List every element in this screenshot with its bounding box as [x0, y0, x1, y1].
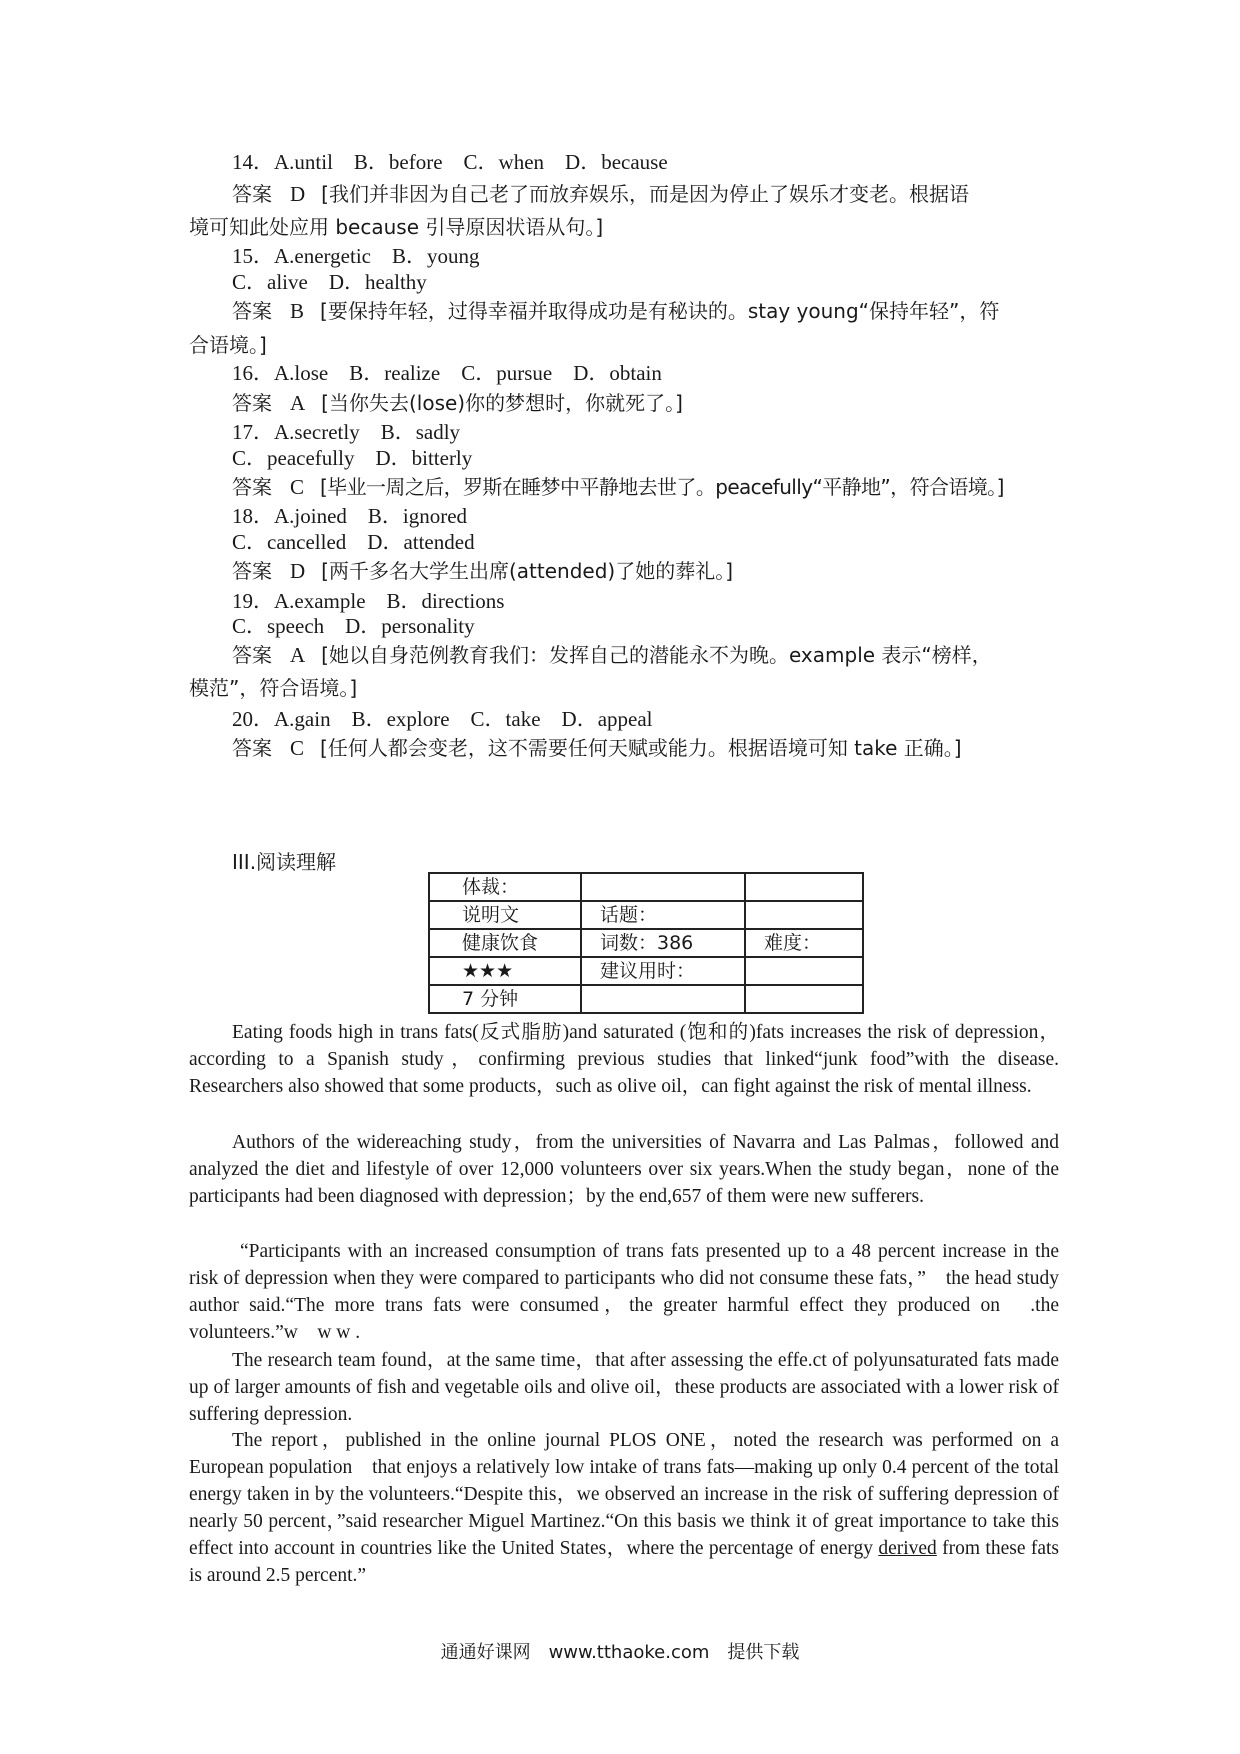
question-17: 17．A.secretly B．sadly — [232, 420, 461, 444]
table-cell: 说明文 — [429, 901, 581, 929]
answer-letter: D — [290, 559, 306, 583]
answer-19-line-1 — [232, 641, 992, 669]
question-15-options-2: C．alive D．healthy — [232, 270, 427, 294]
passage-paragraph-5 — [189, 1427, 1059, 1589]
answer-label: 答案 — [232, 299, 272, 323]
question-18: 18．A.joined B．ignored — [232, 504, 468, 528]
answer-20 — [232, 734, 962, 762]
table-cell: 难度： — [745, 929, 863, 957]
question-18-options-2: C．cancelled D．attended — [232, 530, 475, 554]
answer-label: 答案 — [232, 475, 272, 499]
table-row — [429, 873, 863, 901]
answer-label: 答案 — [232, 182, 272, 206]
table-cell: 话题： — [581, 901, 745, 929]
answer-letter: C — [290, 475, 305, 499]
table-cell: 健康饮食 — [429, 929, 581, 957]
answer-18 — [232, 557, 733, 585]
answer-14-line-1 — [232, 180, 969, 208]
answer-17 — [232, 473, 1004, 501]
table-cell — [745, 985, 863, 1013]
answer-19-line-2: 模范”，符合语境。] — [189, 676, 358, 700]
question-16: 16．A.lose B．realize C．pursue D．obtain — [232, 361, 662, 385]
answer-text: [任何人都会变老，这不需要任何天赋或能力。根据语境可知 take 正确。] — [320, 736, 962, 760]
paragraph-text: Authors of the widereaching study，from the universities of Navarra and Las Palmas，followed and analyzed the diet and lifestyle of over 12,000 volunteers over six years.When the study began，none of the participants had been diagnosed with depression；by the end,657 of them were new sufferers. — [189, 1132, 1059, 1207]
answer-15-line-1 — [232, 297, 999, 325]
table-cell — [745, 957, 863, 985]
answer-label: 答案 — [232, 736, 272, 760]
passage-paragraph-4 — [189, 1347, 1059, 1428]
passage-paragraph-1 — [189, 1019, 1079, 1100]
section-title: III.阅读理解 — [232, 850, 337, 874]
answer-text: [毕业一周之后，罗斯在睡梦中平静地去世了。peacefully“平静地”，符合语境。] — [320, 475, 1004, 499]
answer-16 — [232, 389, 683, 417]
answer-15-line-2: 合语境。] — [189, 333, 267, 357]
table-cell: 建议用时： — [581, 957, 745, 985]
table-cell — [581, 873, 745, 901]
table-row — [429, 985, 863, 1013]
table-cell: 体裁： — [429, 873, 581, 901]
answer-letter: D — [290, 182, 306, 206]
answer-letter: B — [290, 299, 305, 323]
paragraph-text: Eating foods high in trans fats(反式脂肪)and saturated (饱和的)fats increases the risk of depression，according to a Spanish study，confirming previous studies that linked“junk food”with the disease. Researchers also showed that some products，such as olive oil，can fight against the risk of mental illness. — [189, 1022, 1079, 1097]
table-cell: ★★★ — [429, 957, 581, 985]
paragraph-text: The report，published in the online journal PLOS ONE，noted the research was performed on a European population that enjoys a relatively low intake of trans fats—making up only 0.4 percent of the total energy taken in by the volunteers.“Despite this，we observed an increase in the risk of suffering depression of nearly 50 percent，”said researcher Miguel Martinez.“On this basis we think it of great importance to take this effect into account in countries like the United States，where the percentage of energy derived from these fats is around 2.5 percent.” — [189, 1430, 1059, 1586]
question-20: 20．A.gain B．explore C．take D．appeal — [232, 707, 653, 731]
answer-letter: C — [290, 736, 305, 760]
question-15: 15．A.energetic B．young — [232, 244, 480, 268]
table-cell — [581, 985, 745, 1013]
answer-text: [两千多名大学生出席(attended)了她的葬礼。] — [321, 559, 733, 583]
question-17-options-2: C．peacefully D．bitterly — [232, 446, 473, 470]
answer-text: [要保持年轻，过得幸福并取得成功是有秘诀的。stay young“保持年轻”，符 — [320, 299, 1000, 323]
question-14: 14．A.until B．before C．when D．because — [232, 150, 668, 174]
passage-paragraph-3 — [189, 1238, 1059, 1346]
table-row — [429, 929, 863, 957]
table-cell — [745, 873, 863, 901]
question-19: 19．A.example B．directions — [232, 589, 505, 613]
question-19-options-2: C．speech D．personality — [232, 614, 475, 638]
table-row — [429, 957, 863, 985]
answer-text: [我们并非因为自己老了而放弃娱乐，而是因为停止了娱乐才变老。根据语 — [321, 182, 969, 206]
passage-paragraph-2 — [189, 1129, 1059, 1210]
paragraph-text: “Participants with an increased consumption of trans fats presented up to a 48 percent increase in the risk of depression when they were compared to participants who did not consume these fats，” the head study author said.“The more trans fats were consumed，the greater harmful effect they produced on .the volunteers.”w w w . — [189, 1241, 1059, 1343]
paragraph-text: The research team found，at the same time，that after assessing the effe.ct of polyunsaturated fats made up of larger amounts of fish and vegetable oils and olive oil，these products are associated with a lower risk of suffering depression. — [189, 1350, 1059, 1425]
page-footer: 通通好课网 www.tthaoke.com 提供下载 — [440, 1642, 800, 1663]
table-cell: 7 分钟 — [429, 985, 581, 1013]
answer-text: [当你失去(lose)你的梦想时，你就死了。] — [321, 391, 683, 415]
answer-label: 答案 — [232, 391, 272, 415]
answer-label: 答案 — [232, 643, 272, 667]
answer-14-line-2: 境可知此处应用 because 引导原因状语从句。] — [189, 215, 604, 239]
table-row — [429, 901, 863, 929]
passage-info-table — [428, 872, 864, 1014]
answer-label: 答案 — [232, 559, 272, 583]
answer-letter: A — [290, 643, 306, 667]
answer-letter: A — [290, 391, 306, 415]
underlined-word: derived — [878, 1538, 937, 1559]
table-cell: 词数：386 — [581, 929, 745, 957]
table-cell — [745, 901, 863, 929]
answer-text: [她以自身范例教育我们：发挥自己的潜能永不为晚。example 表示“榜样， — [321, 643, 992, 667]
